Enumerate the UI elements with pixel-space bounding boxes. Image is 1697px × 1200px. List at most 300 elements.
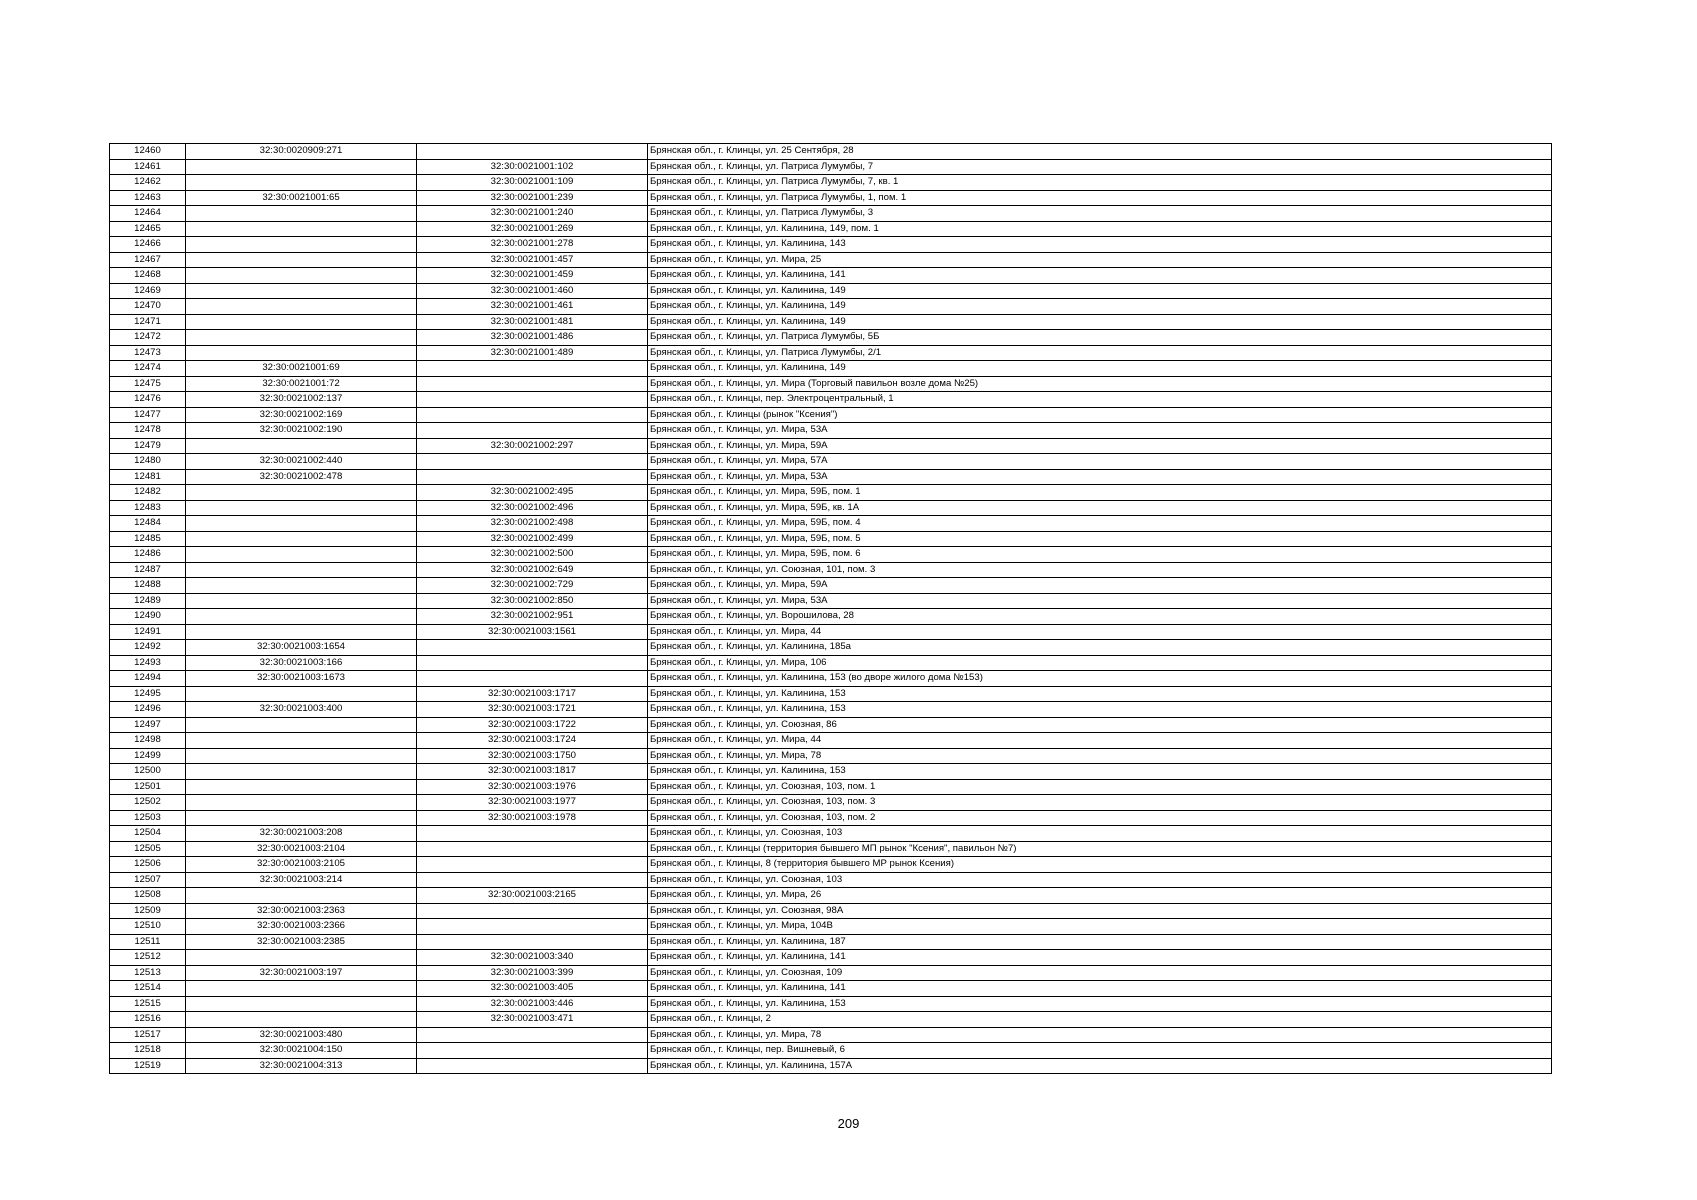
table-row	[110, 547, 1552, 563]
land-cadastral-number-cell: 32:30:0021001:69	[186, 361, 417, 377]
row-number-cell: 12501	[110, 779, 186, 795]
address-cell: Брянская обл., г. Клинцы, ул. Мира, 59Б, пом. 4	[648, 516, 1552, 532]
table-row	[110, 330, 1552, 346]
table-row	[110, 903, 1552, 919]
row-number-cell: 12505	[110, 841, 186, 857]
address-cell: Брянская обл., г. Клинцы, ул. Ворошилова, 28	[648, 609, 1552, 625]
address-cell: Брянская обл., г. Клинцы, ул. Мира, 59Б, кв. 1А	[648, 500, 1552, 516]
table-row	[110, 733, 1552, 749]
table-row	[110, 826, 1552, 842]
row-number-cell: 12483	[110, 500, 186, 516]
land-cadastral-number-cell	[186, 438, 417, 454]
address-cell: Брянская обл., г. Клинцы (рынок "Ксения")	[648, 407, 1552, 423]
building-cadastral-number-cell	[417, 841, 648, 857]
row-number-cell: 12484	[110, 516, 186, 532]
table-row	[110, 206, 1552, 222]
row-number-cell: 12517	[110, 1027, 186, 1043]
table-row	[110, 671, 1552, 687]
land-cadastral-number-cell: 32:30:0020909:271	[186, 144, 417, 160]
land-cadastral-number-cell: 32:30:0021003:214	[186, 872, 417, 888]
building-cadastral-number-cell	[417, 1027, 648, 1043]
building-cadastral-number-cell: 32:30:0021001:489	[417, 345, 648, 361]
address-cell: Брянская обл., г. Клинцы, 2	[648, 1012, 1552, 1028]
table-row	[110, 965, 1552, 981]
row-number-cell: 12479	[110, 438, 186, 454]
table-row	[110, 640, 1552, 656]
row-number-cell: 12490	[110, 609, 186, 625]
address-cell: Брянская обл., г. Клинцы, ул. Калинина, 185а	[648, 640, 1552, 656]
land-cadastral-number-cell: 32:30:0021003:1673	[186, 671, 417, 687]
table-row	[110, 578, 1552, 594]
row-number-cell: 12511	[110, 934, 186, 950]
land-cadastral-number-cell	[186, 345, 417, 361]
land-cadastral-number-cell	[186, 717, 417, 733]
address-cell: Брянская обл., г. Клинцы, ул. Калинина, 153	[648, 702, 1552, 718]
row-number-cell: 12462	[110, 175, 186, 191]
address-cell: Брянская обл., г. Клинцы, ул. Калинина, 143	[648, 237, 1552, 253]
building-cadastral-number-cell: 32:30:0021003:1817	[417, 764, 648, 780]
row-number-cell: 12468	[110, 268, 186, 284]
land-cadastral-number-cell	[186, 810, 417, 826]
table-row	[110, 252, 1552, 268]
table-row	[110, 438, 1552, 454]
row-number-cell: 12508	[110, 888, 186, 904]
table-row	[110, 981, 1552, 997]
building-cadastral-number-cell: 32:30:0021003:405	[417, 981, 648, 997]
land-cadastral-number-cell: 32:30:0021002:478	[186, 469, 417, 485]
table-row	[110, 423, 1552, 439]
row-number-cell: 12465	[110, 221, 186, 237]
land-cadastral-number-cell: 32:30:0021002:190	[186, 423, 417, 439]
land-cadastral-number-cell: 32:30:0021003:2105	[186, 857, 417, 873]
table-row	[110, 1058, 1552, 1074]
land-cadastral-number-cell	[186, 1012, 417, 1028]
building-cadastral-number-cell: 32:30:0021003:1978	[417, 810, 648, 826]
building-cadastral-number-cell: 32:30:0021001:486	[417, 330, 648, 346]
property-table	[109, 143, 1552, 1074]
row-number-cell: 12502	[110, 795, 186, 811]
address-cell: Брянская обл., г. Клинцы, ул. Союзная, 103	[648, 826, 1552, 842]
row-number-cell: 12496	[110, 702, 186, 718]
building-cadastral-number-cell: 32:30:0021002:850	[417, 593, 648, 609]
building-cadastral-number-cell: 32:30:0021001:481	[417, 314, 648, 330]
land-cadastral-number-cell: 32:30:0021002:137	[186, 392, 417, 408]
building-cadastral-number-cell: 32:30:0021001:109	[417, 175, 648, 191]
table-row	[110, 872, 1552, 888]
building-cadastral-number-cell	[417, 640, 648, 656]
land-cadastral-number-cell	[186, 578, 417, 594]
building-cadastral-number-cell: 32:30:0021002:729	[417, 578, 648, 594]
table-row	[110, 950, 1552, 966]
row-number-cell: 12482	[110, 485, 186, 501]
address-cell: Брянская обл., г. Клинцы, ул. 25 Сентября, 28	[648, 144, 1552, 160]
address-cell: Брянская обл., г. Клинцы, ул. Союзная, 103	[648, 872, 1552, 888]
row-number-cell: 12494	[110, 671, 186, 687]
land-cadastral-number-cell	[186, 609, 417, 625]
row-number-cell: 12519	[110, 1058, 186, 1074]
land-cadastral-number-cell	[186, 175, 417, 191]
row-number-cell: 12464	[110, 206, 186, 222]
address-cell: Брянская обл., г. Клинцы, ул. Калинина, 149, пом. 1	[648, 221, 1552, 237]
row-number-cell: 12516	[110, 1012, 186, 1028]
table-row	[110, 1027, 1552, 1043]
land-cadastral-number-cell	[186, 500, 417, 516]
row-number-cell: 12518	[110, 1043, 186, 1059]
row-number-cell: 12492	[110, 640, 186, 656]
row-number-cell: 12515	[110, 996, 186, 1012]
table-row	[110, 159, 1552, 175]
building-cadastral-number-cell	[417, 144, 648, 160]
table-row	[110, 593, 1552, 609]
table-row	[110, 454, 1552, 470]
table-row	[110, 500, 1552, 516]
building-cadastral-number-cell	[417, 376, 648, 392]
address-cell: Брянская обл., г. Клинцы, ул. Калинина, 141	[648, 981, 1552, 997]
row-number-cell: 12504	[110, 826, 186, 842]
table-row	[110, 361, 1552, 377]
land-cadastral-number-cell	[186, 237, 417, 253]
row-number-cell: 12497	[110, 717, 186, 733]
address-cell: Брянская обл., г. Клинцы, ул. Мира, 57А	[648, 454, 1552, 470]
land-cadastral-number-cell	[186, 314, 417, 330]
address-cell: Брянская обл., г. Клинцы, ул. Калинина, 187	[648, 934, 1552, 950]
address-cell: Брянская обл., г. Клинцы, ул. Мира, 106	[648, 655, 1552, 671]
row-number-cell: 12510	[110, 919, 186, 935]
row-number-cell: 12507	[110, 872, 186, 888]
building-cadastral-number-cell: 32:30:0021003:1977	[417, 795, 648, 811]
land-cadastral-number-cell	[186, 547, 417, 563]
row-number-cell: 12481	[110, 469, 186, 485]
land-cadastral-number-cell	[186, 159, 417, 175]
address-cell: Брянская обл., г. Клинцы, ул. Мира, 44	[648, 624, 1552, 640]
table-row	[110, 1043, 1552, 1059]
building-cadastral-number-cell: 32:30:0021001:457	[417, 252, 648, 268]
address-cell: Брянская обл., г. Клинцы, ул. Мира, 26	[648, 888, 1552, 904]
land-cadastral-number-cell	[186, 950, 417, 966]
address-cell: Брянская обл., г. Клинцы, ул. Мира, 59Б, пом. 5	[648, 531, 1552, 547]
address-cell: Брянская обл., г. Клинцы, ул. Калинина, 157А	[648, 1058, 1552, 1074]
table-row	[110, 314, 1552, 330]
land-cadastral-number-cell: 32:30:0021003:400	[186, 702, 417, 718]
land-cadastral-number-cell: 32:30:0021004:313	[186, 1058, 417, 1074]
building-cadastral-number-cell: 32:30:0021003:1976	[417, 779, 648, 795]
land-cadastral-number-cell: 32:30:0021004:150	[186, 1043, 417, 1059]
row-number-cell: 12470	[110, 299, 186, 315]
address-cell: Брянская обл., г. Клинцы, ул. Союзная, 103, пом. 2	[648, 810, 1552, 826]
row-number-cell: 12493	[110, 655, 186, 671]
building-cadastral-number-cell: 32:30:0021001:278	[417, 237, 648, 253]
row-number-cell: 12460	[110, 144, 186, 160]
row-number-cell: 12480	[110, 454, 186, 470]
address-cell: Брянская обл., г. Клинцы, ул. Патриса Лумумбы, 7, кв. 1	[648, 175, 1552, 191]
address-cell: Брянская обл., г. Клинцы, ул. Мира, 104В	[648, 919, 1552, 935]
table-row	[110, 268, 1552, 284]
page-number: 209	[837, 1116, 860, 1131]
address-cell: Брянская обл., г. Клинцы, ул. Патриса Лумумбы, 7	[648, 159, 1552, 175]
address-cell: Брянская обл., г. Клинцы, ул. Мира, 78	[648, 748, 1552, 764]
table-row	[110, 469, 1552, 485]
building-cadastral-number-cell	[417, 934, 648, 950]
building-cadastral-number-cell: 32:30:0021001:239	[417, 190, 648, 206]
building-cadastral-number-cell	[417, 655, 648, 671]
building-cadastral-number-cell: 32:30:0021002:500	[417, 547, 648, 563]
table-row	[110, 888, 1552, 904]
building-cadastral-number-cell: 32:30:0021003:2165	[417, 888, 648, 904]
land-cadastral-number-cell	[186, 221, 417, 237]
table-row	[110, 299, 1552, 315]
land-cadastral-number-cell: 32:30:0021003:166	[186, 655, 417, 671]
land-cadastral-number-cell	[186, 593, 417, 609]
row-number-cell: 12473	[110, 345, 186, 361]
land-cadastral-number-cell: 32:30:0021002:169	[186, 407, 417, 423]
building-cadastral-number-cell	[417, 469, 648, 485]
row-number-cell: 12488	[110, 578, 186, 594]
land-cadastral-number-cell: 32:30:0021003:208	[186, 826, 417, 842]
building-cadastral-number-cell	[417, 392, 648, 408]
building-cadastral-number-cell	[417, 903, 648, 919]
address-cell: Брянская обл., г. Клинцы, ул. Союзная, 101, пом. 3	[648, 562, 1552, 578]
land-cadastral-number-cell	[186, 252, 417, 268]
table-body	[110, 144, 1552, 1074]
land-cadastral-number-cell	[186, 516, 417, 532]
land-cadastral-number-cell	[186, 268, 417, 284]
land-cadastral-number-cell	[186, 485, 417, 501]
address-cell: Брянская обл., г. Клинцы, ул. Патриса Лумумбы, 1, пом. 1	[648, 190, 1552, 206]
land-cadastral-number-cell: 32:30:0021002:440	[186, 454, 417, 470]
building-cadastral-number-cell: 32:30:0021002:496	[417, 500, 648, 516]
table-row	[110, 283, 1552, 299]
land-cadastral-number-cell: 32:30:0021003:480	[186, 1027, 417, 1043]
table-row	[110, 609, 1552, 625]
row-number-cell: 12495	[110, 686, 186, 702]
address-cell: Брянская обл., г. Клинцы, ул. Калинина, 153	[648, 686, 1552, 702]
row-number-cell: 12469	[110, 283, 186, 299]
address-cell: Брянская обл., г. Клинцы, ул. Мира, 53А	[648, 593, 1552, 609]
land-cadastral-number-cell: 32:30:0021003:2104	[186, 841, 417, 857]
building-cadastral-number-cell: 32:30:0021003:1721	[417, 702, 648, 718]
address-cell: Брянская обл., г. Клинцы, ул. Мира, 59Б, пом. 6	[648, 547, 1552, 563]
address-cell: Брянская обл., г. Клинцы, ул. Калинина, 153	[648, 764, 1552, 780]
row-number-cell: 12478	[110, 423, 186, 439]
table-row	[110, 221, 1552, 237]
table-row	[110, 919, 1552, 935]
land-cadastral-number-cell	[186, 795, 417, 811]
building-cadastral-number-cell: 32:30:0021003:1717	[417, 686, 648, 702]
table-row	[110, 717, 1552, 733]
row-number-cell: 12487	[110, 562, 186, 578]
address-cell: Брянская обл., г. Клинцы, ул. Мира, 53А	[648, 469, 1552, 485]
building-cadastral-number-cell: 32:30:0021003:1722	[417, 717, 648, 733]
row-number-cell: 12475	[110, 376, 186, 392]
address-cell: Брянская обл., г. Клинцы, ул. Мира, 25	[648, 252, 1552, 268]
land-cadastral-number-cell	[186, 206, 417, 222]
land-cadastral-number-cell	[186, 779, 417, 795]
building-cadastral-number-cell: 32:30:0021003:446	[417, 996, 648, 1012]
row-number-cell: 12512	[110, 950, 186, 966]
row-number-cell: 12500	[110, 764, 186, 780]
table-row	[110, 485, 1552, 501]
row-number-cell: 12477	[110, 407, 186, 423]
address-cell: Брянская обл., г. Клинцы, ул. Мира, 78	[648, 1027, 1552, 1043]
address-cell: Брянская обл., г. Клинцы, ул. Мира, 59А	[648, 578, 1552, 594]
building-cadastral-number-cell: 32:30:0021002:495	[417, 485, 648, 501]
building-cadastral-number-cell: 32:30:0021002:297	[417, 438, 648, 454]
address-cell: Брянская обл., г. Клинцы, ул. Калинина, 149	[648, 314, 1552, 330]
building-cadastral-number-cell	[417, 671, 648, 687]
land-cadastral-number-cell	[186, 686, 417, 702]
building-cadastral-number-cell	[417, 423, 648, 439]
land-cadastral-number-cell: 32:30:0021003:1654	[186, 640, 417, 656]
address-cell: Брянская обл., г. Клинцы, ул. Мира, 44	[648, 733, 1552, 749]
address-cell: Брянская обл., г. Клинцы, ул. Калинина, 149	[648, 361, 1552, 377]
building-cadastral-number-cell: 32:30:0021001:240	[417, 206, 648, 222]
table-row	[110, 1012, 1552, 1028]
table-row	[110, 392, 1552, 408]
address-cell: Брянская обл., г. Клинцы, пер. Электроцентральный, 1	[648, 392, 1552, 408]
row-number-cell: 12509	[110, 903, 186, 919]
row-number-cell: 12498	[110, 733, 186, 749]
table-row	[110, 996, 1552, 1012]
building-cadastral-number-cell: 32:30:0021001:102	[417, 159, 648, 175]
building-cadastral-number-cell: 32:30:0021001:460	[417, 283, 648, 299]
table-row	[110, 562, 1552, 578]
building-cadastral-number-cell: 32:30:0021001:461	[417, 299, 648, 315]
building-cadastral-number-cell: 32:30:0021002:951	[417, 609, 648, 625]
table-row	[110, 934, 1552, 950]
row-number-cell: 12472	[110, 330, 186, 346]
row-number-cell: 12506	[110, 857, 186, 873]
building-cadastral-number-cell: 32:30:0021001:459	[417, 268, 648, 284]
table-row	[110, 686, 1552, 702]
building-cadastral-number-cell: 32:30:0021003:1561	[417, 624, 648, 640]
row-number-cell: 12463	[110, 190, 186, 206]
table-row	[110, 857, 1552, 873]
land-cadastral-number-cell	[186, 748, 417, 764]
building-cadastral-number-cell: 32:30:0021002:649	[417, 562, 648, 578]
land-cadastral-number-cell	[186, 299, 417, 315]
building-cadastral-number-cell: 32:30:0021003:399	[417, 965, 648, 981]
building-cadastral-number-cell	[417, 1058, 648, 1074]
address-cell: Брянская обл., г. Клинцы, ул. Калинина, 149	[648, 283, 1552, 299]
land-cadastral-number-cell: 32:30:0021003:2363	[186, 903, 417, 919]
building-cadastral-number-cell: 32:30:0021002:499	[417, 531, 648, 547]
table-row	[110, 748, 1552, 764]
row-number-cell: 12474	[110, 361, 186, 377]
land-cadastral-number-cell	[186, 764, 417, 780]
building-cadastral-number-cell: 32:30:0021003:1724	[417, 733, 648, 749]
building-cadastral-number-cell: 32:30:0021003:1750	[417, 748, 648, 764]
table-row	[110, 144, 1552, 160]
land-cadastral-number-cell	[186, 562, 417, 578]
address-cell: Брянская обл., г. Клинцы, ул. Союзная, 103, пом. 3	[648, 795, 1552, 811]
table-row	[110, 376, 1552, 392]
row-number-cell: 12513	[110, 965, 186, 981]
address-cell: Брянская обл., г. Клинцы, ул. Союзная, 103, пом. 1	[648, 779, 1552, 795]
land-cadastral-number-cell: 32:30:0021003:197	[186, 965, 417, 981]
row-number-cell: 12491	[110, 624, 186, 640]
address-cell: Брянская обл., г. Клинцы (территория бывшего МП рынок "Ксения", павильон №7)	[648, 841, 1552, 857]
building-cadastral-number-cell: 32:30:0021002:498	[417, 516, 648, 532]
table-row	[110, 764, 1552, 780]
building-cadastral-number-cell	[417, 361, 648, 377]
address-cell: Брянская обл., г. Клинцы, ул. Патриса Лумумбы, 2/1	[648, 345, 1552, 361]
address-cell: Брянская обл., г. Клинцы, ул. Калинина, 149	[648, 299, 1552, 315]
table-row	[110, 531, 1552, 547]
building-cadastral-number-cell	[417, 857, 648, 873]
address-cell: Брянская обл., г. Клинцы, ул. Калинина, 153 (во дворе жилого дома №153)	[648, 671, 1552, 687]
address-cell: Брянская обл., г. Клинцы, ул. Патриса Лумумбы, 3	[648, 206, 1552, 222]
address-cell: Брянская обл., г. Клинцы, ул. Мира, 53А	[648, 423, 1552, 439]
row-number-cell: 12486	[110, 547, 186, 563]
table-row	[110, 175, 1552, 191]
table-row	[110, 407, 1552, 423]
building-cadastral-number-cell	[417, 872, 648, 888]
row-number-cell: 12461	[110, 159, 186, 175]
address-cell: Брянская обл., г. Клинцы, ул. Союзная, 86	[648, 717, 1552, 733]
row-number-cell: 12471	[110, 314, 186, 330]
land-cadastral-number-cell: 32:30:0021003:2385	[186, 934, 417, 950]
land-cadastral-number-cell	[186, 733, 417, 749]
row-number-cell: 12514	[110, 981, 186, 997]
table-row	[110, 702, 1552, 718]
table-row	[110, 779, 1552, 795]
table-row	[110, 345, 1552, 361]
table-row	[110, 810, 1552, 826]
address-cell: Брянская обл., г. Клинцы, ул. Мира, 59Б, пом. 1	[648, 485, 1552, 501]
land-cadastral-number-cell: 32:30:0021001:72	[186, 376, 417, 392]
row-number-cell: 12466	[110, 237, 186, 253]
land-cadastral-number-cell: 32:30:0021003:2366	[186, 919, 417, 935]
building-cadastral-number-cell	[417, 919, 648, 935]
row-number-cell: 12476	[110, 392, 186, 408]
table-row	[110, 624, 1552, 640]
address-cell: Брянская обл., г. Клинцы, ул. Калинина, 153	[648, 996, 1552, 1012]
land-cadastral-number-cell	[186, 531, 417, 547]
row-number-cell: 12485	[110, 531, 186, 547]
building-cadastral-number-cell	[417, 1043, 648, 1059]
table-row	[110, 795, 1552, 811]
address-cell: Брянская обл., г. Клинцы, ул. Мира, 59А	[648, 438, 1552, 454]
row-number-cell: 12499	[110, 748, 186, 764]
address-cell: Брянская обл., г. Клинцы, 8 (территория бывшего МР рынок Ксения)	[648, 857, 1552, 873]
row-number-cell: 12489	[110, 593, 186, 609]
building-cadastral-number-cell: 32:30:0021001:269	[417, 221, 648, 237]
table-row	[110, 655, 1552, 671]
land-cadastral-number-cell	[186, 283, 417, 299]
address-cell: Брянская обл., г. Клинцы, ул. Калинина, 141	[648, 950, 1552, 966]
table-row	[110, 237, 1552, 253]
address-cell: Брянская обл., г. Клинцы, ул. Мира (Торговый павильон возле дома №25)	[648, 376, 1552, 392]
land-cadastral-number-cell	[186, 996, 417, 1012]
table-row	[110, 190, 1552, 206]
building-cadastral-number-cell: 32:30:0021003:340	[417, 950, 648, 966]
address-cell: Брянская обл., г. Клинцы, ул. Калинина, 141	[648, 268, 1552, 284]
address-cell: Брянская обл., г. Клинцы, пер. Вишневый, 6	[648, 1043, 1552, 1059]
land-cadastral-number-cell	[186, 330, 417, 346]
row-number-cell: 12503	[110, 810, 186, 826]
building-cadastral-number-cell: 32:30:0021003:471	[417, 1012, 648, 1028]
land-cadastral-number-cell: 32:30:0021001:65	[186, 190, 417, 206]
address-cell: Брянская обл., г. Клинцы, ул. Союзная, 98А	[648, 903, 1552, 919]
address-cell: Брянская обл., г. Клинцы, ул. Союзная, 109	[648, 965, 1552, 981]
building-cadastral-number-cell	[417, 454, 648, 470]
table-row	[110, 516, 1552, 532]
row-number-cell: 12467	[110, 252, 186, 268]
land-cadastral-number-cell	[186, 624, 417, 640]
land-cadastral-number-cell	[186, 981, 417, 997]
land-cadastral-number-cell	[186, 888, 417, 904]
address-cell: Брянская обл., г. Клинцы, ул. Патриса Лумумбы, 5Б	[648, 330, 1552, 346]
